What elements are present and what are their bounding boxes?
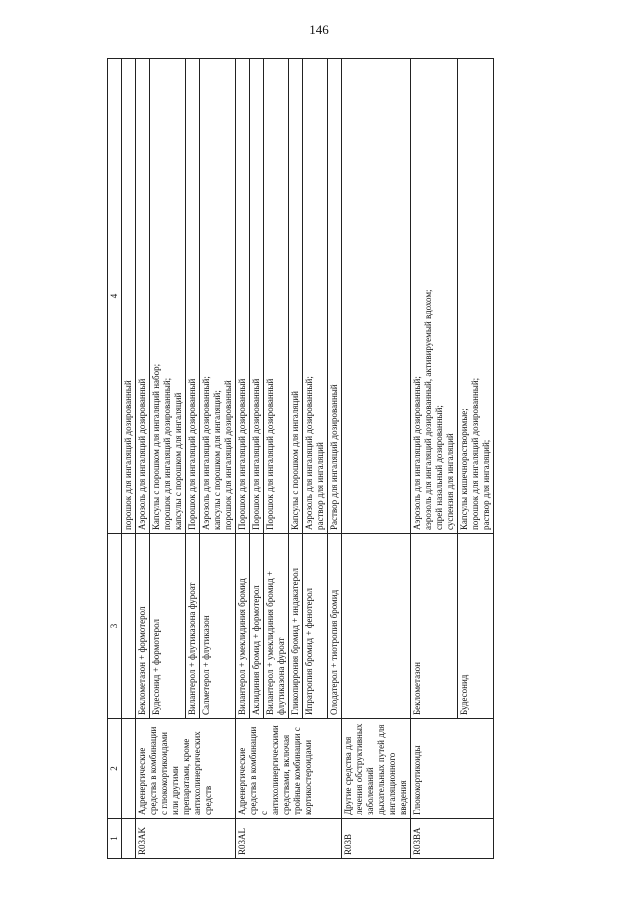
dosage-form-line: Порошок для ингаляций дозированный — [187, 378, 197, 530]
group-name-cell: Глюкокортикоиды — [411, 719, 494, 819]
drug-table — [107, 58, 494, 859]
dosage-forms-cell — [236, 59, 250, 534]
drug-name-cell: Беклометазон — [411, 534, 458, 719]
dosage-form-line: Аэрозоль для ингаляций дозированный; — [201, 376, 211, 530]
drug-name-cell: Вилантерол + умеклидиния бромид — [236, 534, 250, 719]
drug-name-cell: Вилантерол + умеклидиния бромид + флутиказона фуроат — [264, 534, 289, 719]
dosage-form-line: Аэрозоль для ингаляций дозированный; — [304, 376, 314, 530]
drug-name-cell — [342, 534, 411, 719]
table-row — [122, 59, 136, 859]
dosage-form-line: капсулы с порошком для ингаляций — [173, 392, 183, 530]
drug-name-cell: Будесонид — [458, 534, 494, 719]
table-row — [136, 59, 150, 859]
drug-name-cell: Аклидиния бромид + формотерол — [250, 534, 264, 719]
drug-name-cell: Вилантерол + флутиказона фуроат — [186, 534, 200, 719]
dosage-forms-cell — [150, 59, 186, 534]
dosage-form-line: раствор для ингаляций; — [481, 439, 491, 530]
dosage-form-line: порошок для ингаляций дозированный; — [470, 377, 480, 530]
column-number: 1 — [108, 819, 122, 859]
atc-code-cell: R03AL — [236, 819, 342, 859]
dosage-form-line: суспензия для ингаляций — [445, 433, 455, 530]
dosage-form-line: Капсулы с порошком для ингаляций — [290, 391, 300, 530]
table-row — [236, 59, 250, 859]
dosage-form-line: порошок для ингаляций дозированный — [123, 380, 133, 530]
group-name-cell: Адренергические средства в комбинации с антихолинергическими средствами, включая тройные комбинации с кортикостероидами — [236, 719, 342, 819]
dosage-forms-cell — [458, 59, 494, 534]
dosage-form-line: Порошок для ингаляций дозированный — [237, 378, 247, 530]
dosage-form-line: спрей назальный дозированный; — [434, 405, 444, 530]
dosage-form-line: Капсулы кишечнорастворимые; — [459, 408, 469, 530]
dosage-forms-cell — [136, 59, 150, 534]
dosage-forms-cell — [328, 59, 342, 534]
column-number: 3 — [108, 534, 122, 719]
dosage-forms-cell — [200, 59, 236, 534]
dosage-forms-cell — [342, 59, 411, 534]
dosage-form-line: Аэрозоль для ингаляций дозированный; — [412, 376, 422, 530]
drug-name-cell — [122, 534, 136, 719]
group-name-cell — [122, 719, 136, 819]
dosage-form-line: порошок для ингаляций дозированный — [223, 380, 233, 530]
table-row — [411, 59, 458, 859]
dosage-form-line: раствор для ингаляций — [315, 442, 325, 530]
dosage-form-line: капсулы с порошком для ингаляций; — [212, 390, 222, 530]
dosage-form-line: Капсулы с порошком для ингаляций набор; — [151, 363, 161, 530]
dosage-form-line: Порошок для ингаляций дозированный — [265, 378, 275, 530]
dosage-forms-cell — [289, 59, 303, 534]
dosage-forms-cell — [122, 59, 136, 534]
atc-code-cell: R03AK — [136, 819, 236, 859]
dosage-form-line: Раствор для ингаляций дозированный — [329, 384, 339, 530]
drug-name-cell: Беклометазон + формотерол — [136, 534, 150, 719]
drug-name-cell: Гликопиррония бромид + индакатерол — [289, 534, 303, 719]
dosage-forms-cell — [303, 59, 328, 534]
atc-code-cell: R03B — [342, 819, 411, 859]
dosage-form-line: Аэрозоль для ингаляций дозированный — [137, 378, 147, 530]
rotated-table-sheet — [107, 59, 517, 859]
dosage-form-line: Порошок для ингаляций дозированный — [251, 378, 261, 530]
column-number: 4 — [108, 59, 122, 534]
dosage-forms-cell — [186, 59, 200, 534]
dosage-forms-cell — [264, 59, 289, 534]
group-name-cell: Адренергические средства в комбинации с глюкокортикоидами или другими препаратами, кроме антихолинергических средств — [136, 719, 236, 819]
drug-name-cell: Будесонид + формотерол — [150, 534, 186, 719]
dosage-forms-cell — [411, 59, 458, 534]
dosage-form-line: аэрозоль для ингаляций дозированный, активируемый вдохом; — [423, 289, 433, 530]
column-number: 2 — [108, 719, 122, 819]
drug-name-cell: Ипратропия бромид + фенотерол — [303, 534, 328, 719]
page-number: 146 — [309, 22, 329, 37]
drug-name-cell: Олодатерол + тиотропия бромид — [328, 534, 342, 719]
column-number-row — [108, 59, 122, 859]
table-row — [342, 59, 411, 859]
drug-name-cell: Салметерол + флутиказон — [200, 534, 236, 719]
dosage-forms-cell — [250, 59, 264, 534]
atc-code-cell: R03BA — [411, 819, 494, 859]
dosage-form-line: порошок для ингаляций дозированный; — [162, 377, 172, 530]
atc-code-cell — [122, 819, 136, 859]
group-name-cell: Другие средства для лечения обструктивных заболеваний дыхательных путей для ингаляционного введения — [342, 719, 411, 819]
